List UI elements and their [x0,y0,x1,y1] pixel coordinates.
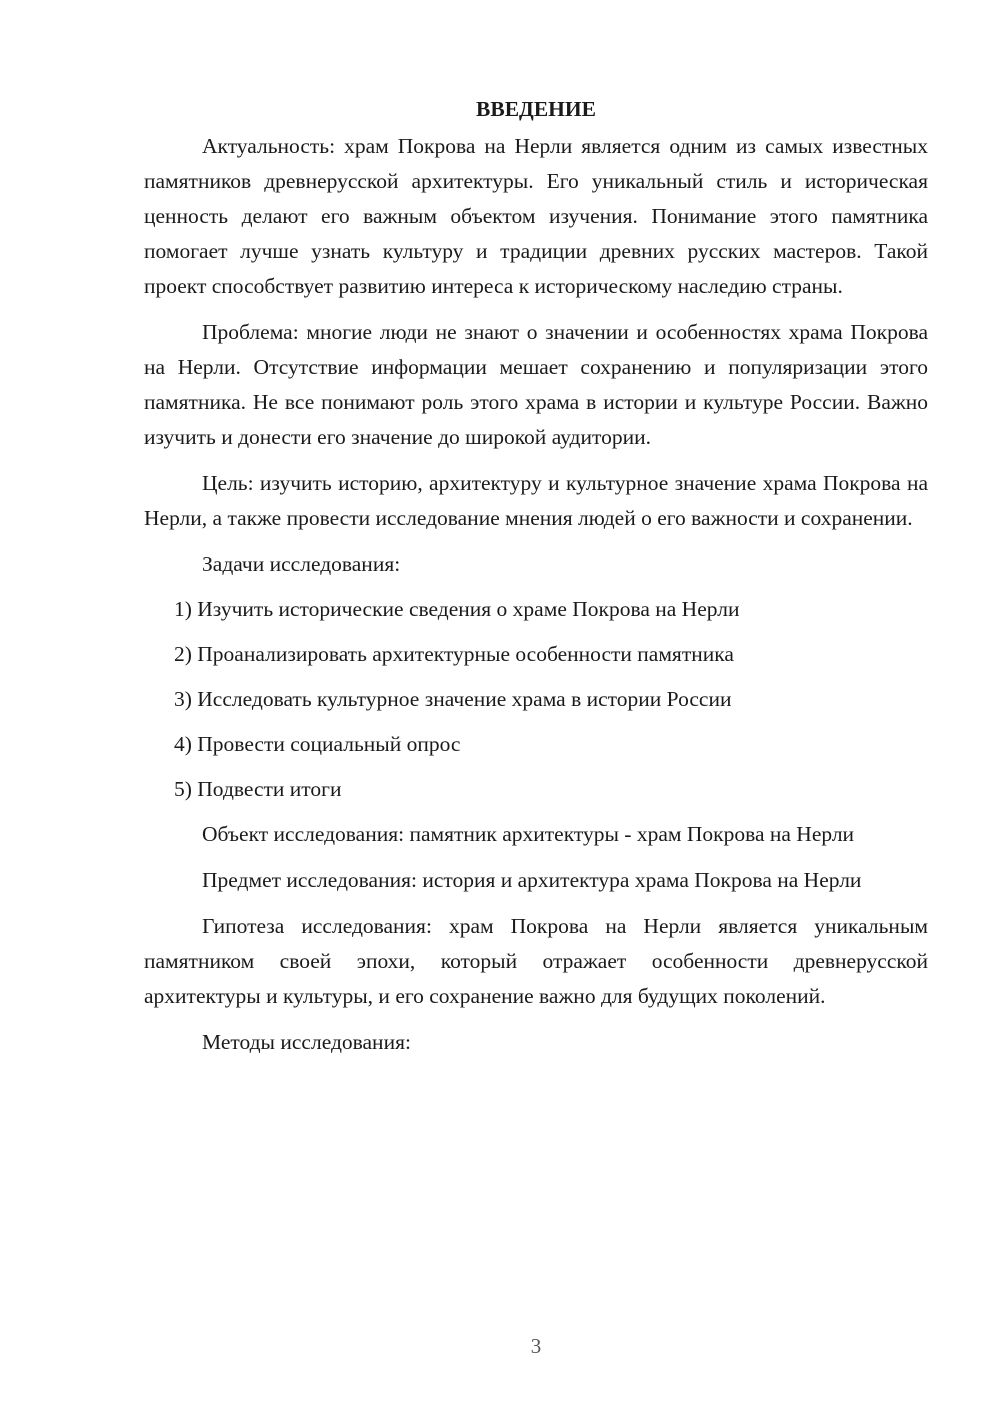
subject-paragraph: Предмет исследования: история и архитектура храма Покрова на Нерли [202,868,862,892]
relevance-paragraph: Актуальность: храм Покрова на Нерли является одним из самых известных памятников древнерусской архитектуры. Его уникальный стиль и историческая ценность делают его важным объектом изучения. Понимание этого памятника помогает лучше узнать культуру и традиции древних русских мастеров. Такой проект способствует развитию интереса к историческому наследию страны. [144,134,928,298]
task-item: 2) Проанализировать архитектурные особенности памятника [174,642,734,666]
hypothesis-paragraph: Гипотеза исследования: храм Покрова на Нерли является уникальным памятником своей эпохи, который отражает особенности древнерусской архитектуры и культуры, и его сохранение важно для будущих поколений. [144,914,928,1008]
tasks-list [144,592,928,807]
task-item: 1) Изучить исторические сведения о храме Покрова на Нерли [174,597,740,621]
section-title: ВВЕДЕНИЕ [476,97,596,121]
goal-paragraph: Цель: изучить историю, архитектуру и культурное значение храма Покрова на Нерли, а также провести исследование мнения людей о его важности и сохранении. [144,471,928,530]
task-item: 5) Подвести итоги [174,777,342,801]
methods-heading: Методы исследования: [202,1030,411,1054]
problem-paragraph: Проблема: многие люди не знают о значении и особенностях храма Покрова на Нерли. Отсутствие информации мешает сохранению и популяризации этого памятника. Не все понимают роль этого храма в истории и культуре России. Важно изучить и донести его значение до широкой аудитории. [144,320,928,449]
document-page [144,92,928,1070]
object-paragraph: Объект исследования: памятник архитектуры - храм Покрова на Нерли [202,822,855,846]
task-item: 4) Провести социальный опрос [174,732,461,756]
tasks-heading: Задачи исследования: [202,552,401,576]
page-number: 3 [530,1334,542,1358]
task-item: 3) Исследовать культурное значение храма в истории России [174,687,732,711]
